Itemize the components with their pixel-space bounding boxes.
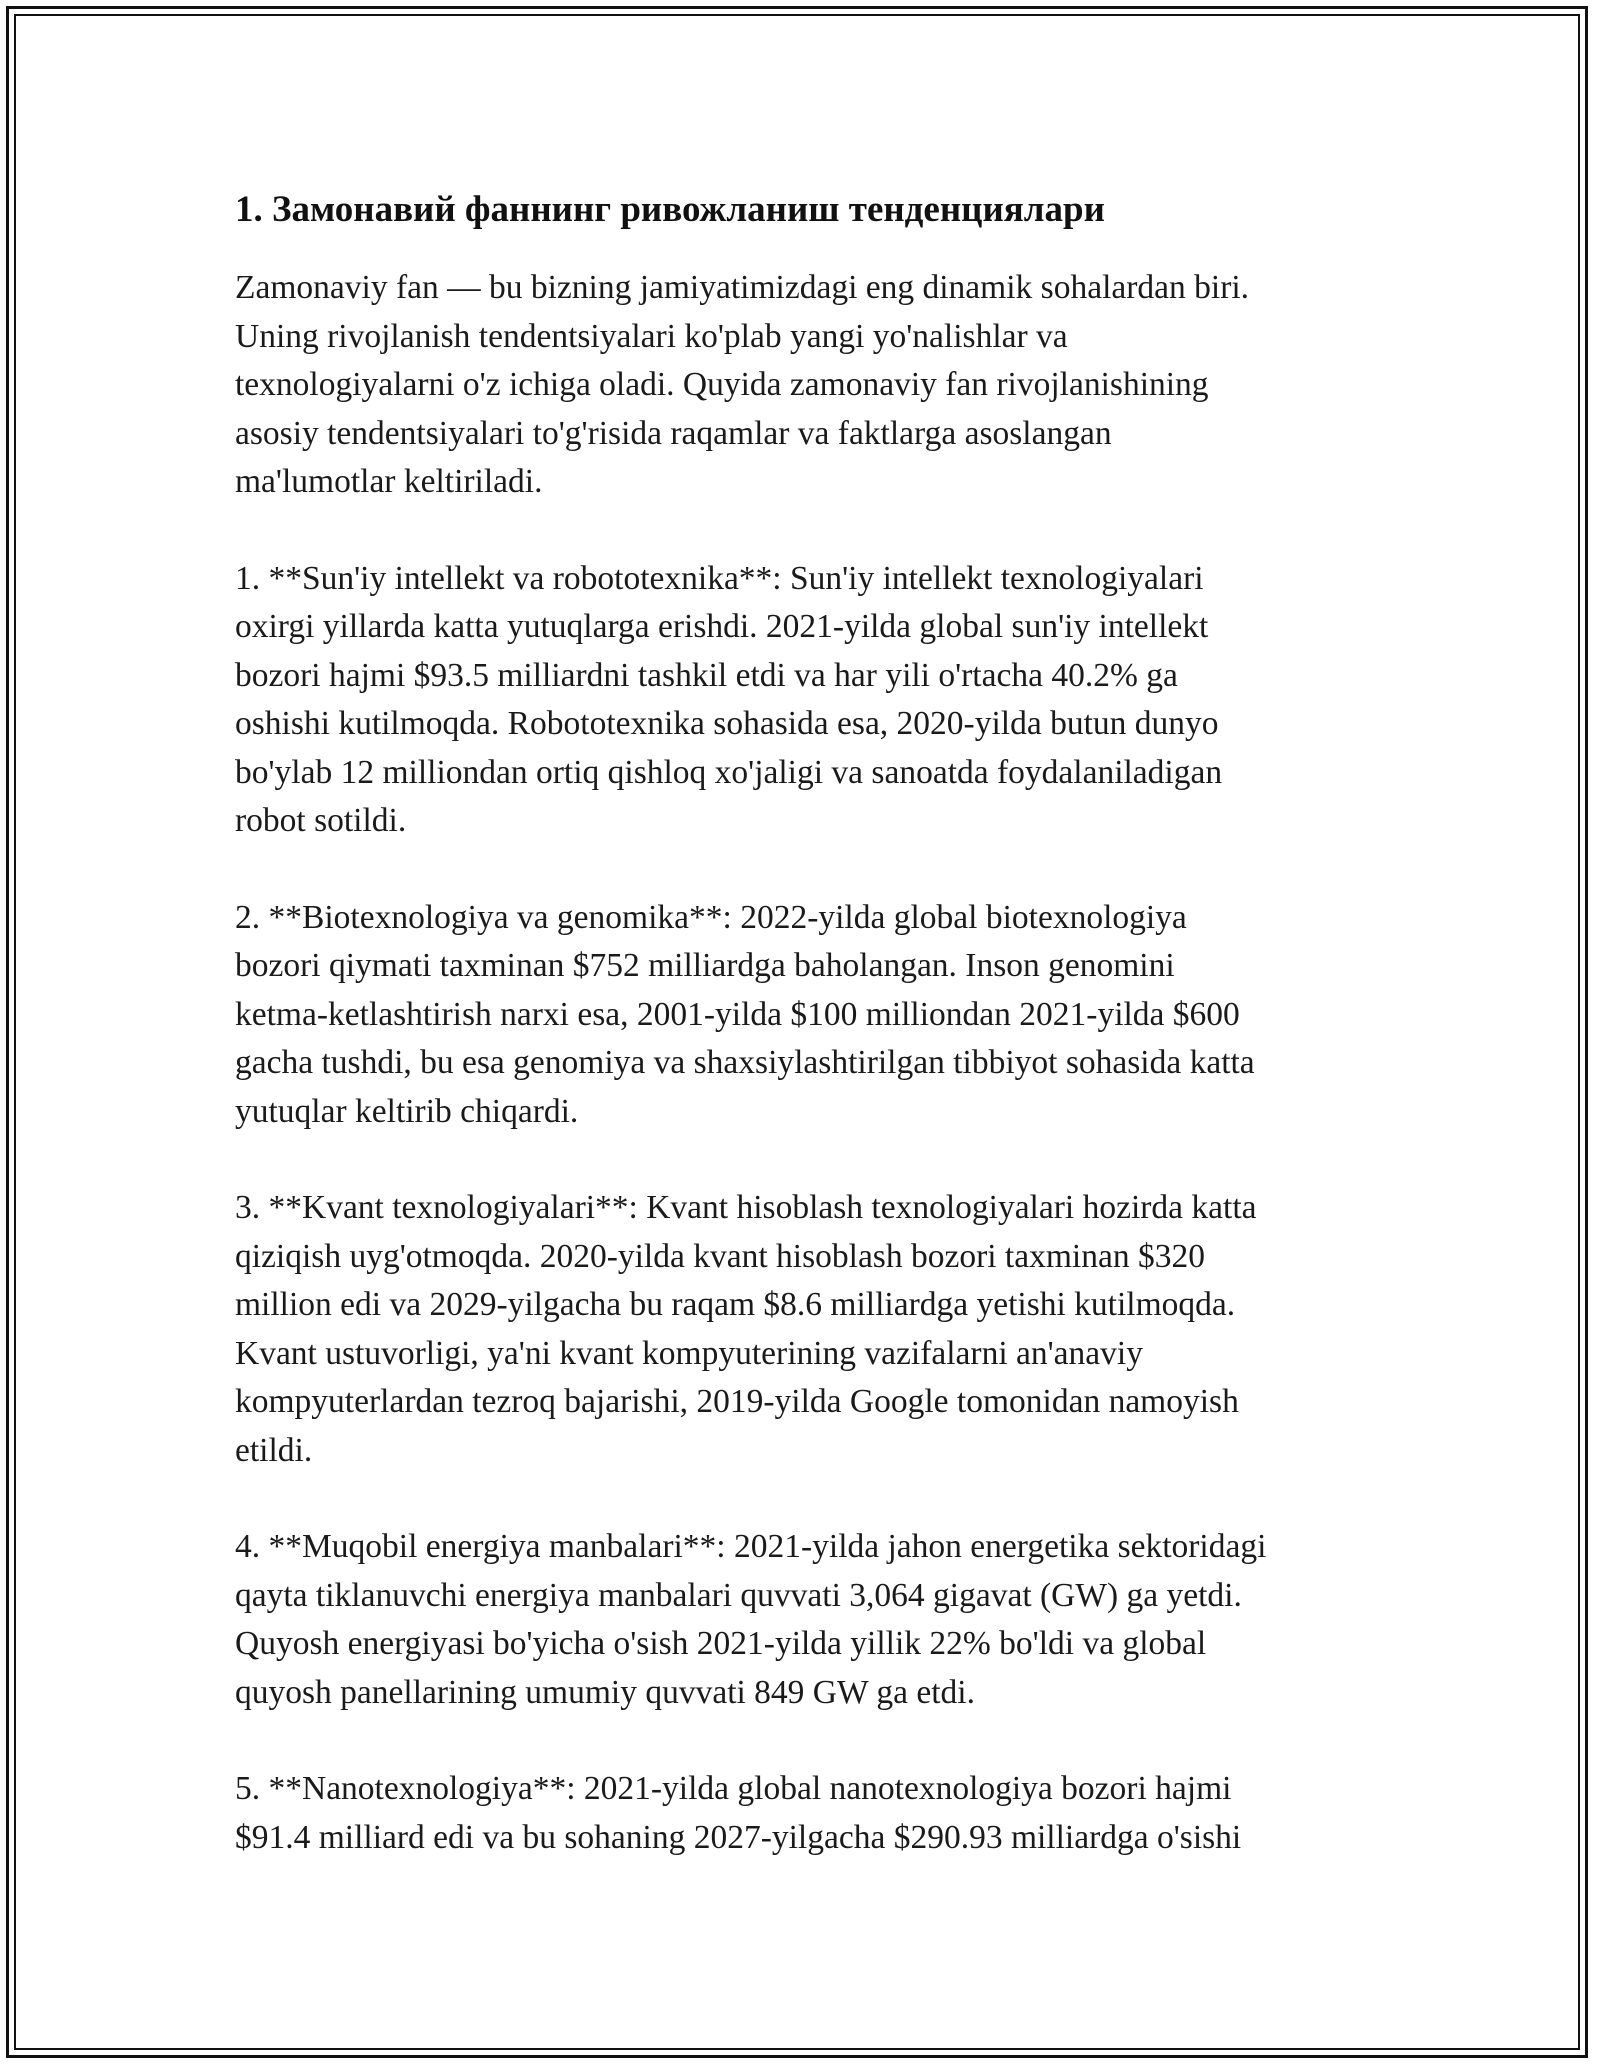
section-heading: 1. Замонавий фаннинг ривожланиш тенденциялари [235, 189, 1105, 230]
paragraph-nanotech: 5. **Nanotexnologiya**: 2021-yilda global nanotexnologiya bozori hajmi $91.4 milliard edi va bu sohaning 2027-yilgacha $290.93 milliardga o'sishi [235, 1770, 1242, 1856]
paragraph-biotech-genomics: 2. **Biotexnologiya va genomika**: 2022-yilda global biotexnologiya bozori qiymati taxminan $752 milliardga baholangan. Inson genomini ketma-ketlashtirish narxi esa, 2001-yilda $100 milliondan 2021-yilda $600 gacha tushdi, bu esa genomiya va shaxsiylashtirilgan tibbiyot sohasida katta yutuqlar keltirib chiqardi. [235, 898, 1255, 1130]
paragraph-quantum: 3. **Kvant texnologiyalari**: Kvant hisoblash texnologiyalari hozirda katta qiziqish uyg'otmoqda. 2020-yilda kvant hisoblash bozori taxminan $320 million edi va 2029-yilgacha bu raqam $8.6 milliardga yetishi kutilmoqda. Kvant ustuvorligi, ya'ni kvant kompyuterining vazifalarni an'anaviy kompyuterlardan tezroq bajarishi, 2019-yilda Google tomonidan namoyish etildi. [235, 1189, 1257, 1469]
document-body [235, 186, 1395, 1910]
paragraph-renewable-energy: 4. **Muqobil energiya manbalari**: 2021-yilda jahon energetika sektoridagi qayta tiklanuvchi energiya manbalari quvvati 3,064 gigavat (GW) ga yetdi. Quyosh energiyasi bo'yicha o'sish 2021-yilda yillik 22% bo'ldi va global quyosh panellarining umumiy quvvati 849 GW ga etdi. [235, 1528, 1267, 1711]
intro-paragraph: Zamonaviy fan — bu bizning jamiyatimizdagi eng dinamik sohalardan biri. Uning rivojlanish tendentsiyalari ko'plab yangi yo'nalishlar va texnologiyalarni o'z ichiga oladi. Quyida zamonaviy fan rivojlanishining asosiy tendentsiyalari to'g'risida raqamlar va faktlarga asoslangan ma'lumotlar keltiriladi. [235, 269, 1250, 500]
paragraph-ai-robotics: 1. **Sun'iy intellekt va robototexnika**: Sun'iy intellekt texnologiyalari oxirgi yillarda katta yutuqlarga erishdi. 2021-yilda global sun'iy intellekt bozori hajmi $93.5 milliardni tashkil etdi va har yili o'rtacha 40.2% ga oshishi kutilmoqda. Robototexnika sohasida esa, 2020-yilda butun dunyo bo'ylab 12 milliondan ortiq qishloq xo'jaligi va sanoatda foydalaniladigan robot sotildi. [235, 559, 1223, 839]
